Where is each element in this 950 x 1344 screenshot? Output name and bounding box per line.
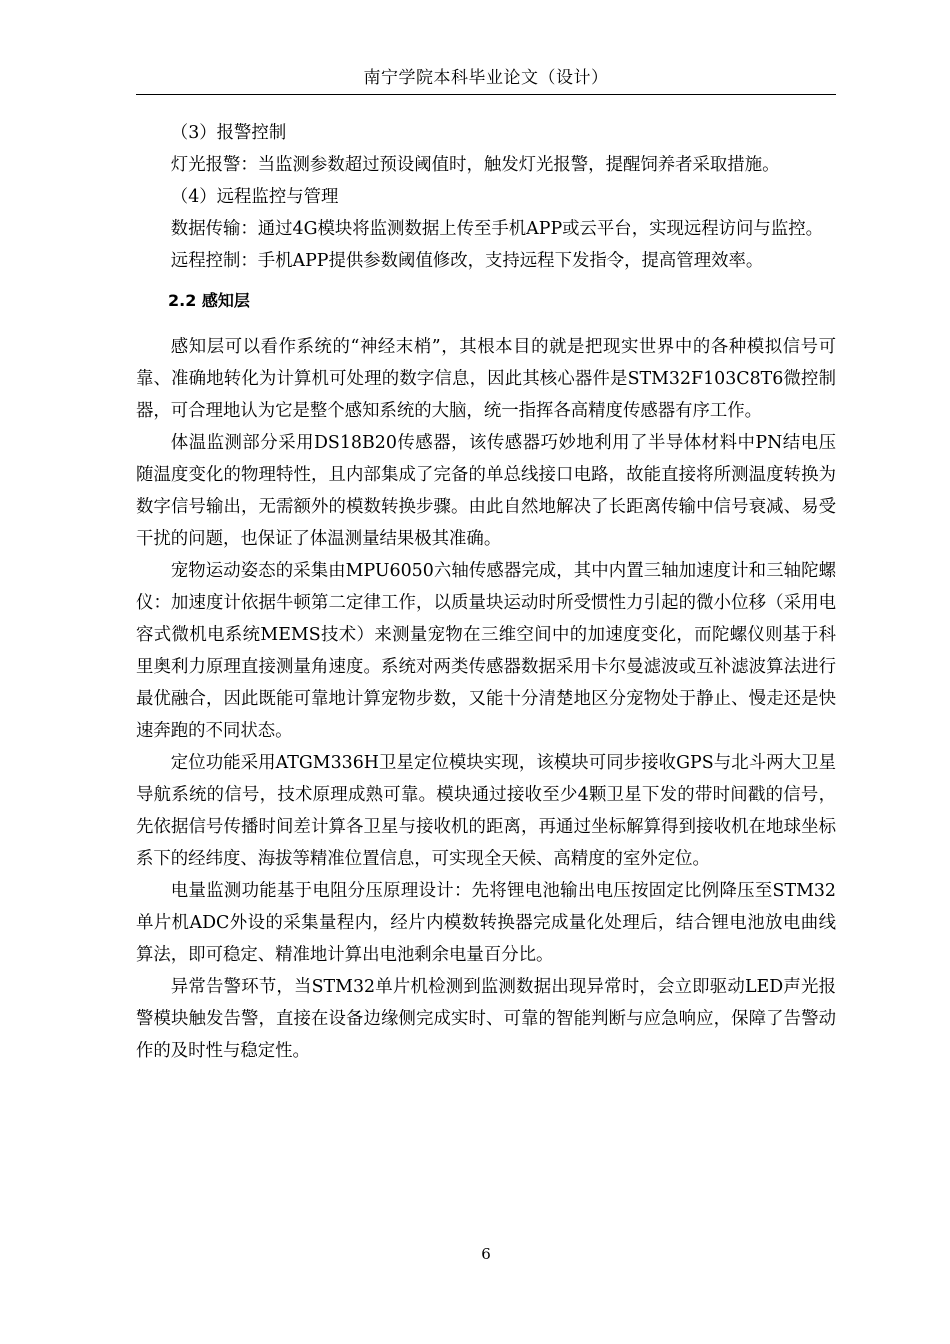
paragraph-motion: 宠物运动姿态的采集由MPU6050六轴传感器完成，其中内置三轴加速度计和三轴陀螺仪：加速度计依据牛顿第二定律工作，以质量块运动时所受惯性力引起的微小位移（采用电容式微机电系统MEMS技术）来测量宠物在三维空间中的加速度变化，而陀螺仪则基于科里奥利力原理直接测量角速度。系统对两类传感器数据采用卡尔曼滤波或互补滤波算法进行最优融合，因此既能可靠地计算宠物步数，又能十分清楚地区分宠物处于静止、慢走还是快速奔跑的不同状态。 — [136, 561, 836, 741]
subheading-alarm-control: （3）报警控制 — [170, 123, 287, 143]
subheading-remote-monitoring: （4）远程监控与管理 — [170, 187, 339, 207]
header-rule — [136, 94, 836, 95]
section-heading: 2.2 感知层 — [168, 291, 250, 310]
paragraph-battery: 电量监测功能基于电阻分压原理设计：先将锂电池输出电压按固定比例降压至STM32单片机ADC外设的采集量程内，经片内模数转换器完成量化处理后，结合锂电池放电曲线算法，即可稳定、精准地计算出电池剩余电量百分比。 — [136, 881, 836, 965]
paragraph-remote-control: 远程控制：手机APP提供参数阈值修改，支持远程下发指令，提高管理效率。 — [170, 251, 764, 271]
running-header: 南宁学院本科毕业论文（设计） — [363, 68, 609, 88]
page-number: 6 — [481, 1245, 491, 1263]
paragraph-data-transmission: 数据传输：通过4G模块将监测数据上传至手机APP或云平台，实现远程访问与监控。 — [170, 219, 823, 239]
paragraph-temperature: 体温监测部分采用DS18B20传感器，该传感器巧妙地利用了半导体材料中PN结电压随温度变化的物理特性，且内部集成了完备的单总线接口电路，故能直接将所测温度转换为数字信号输出，无需额外的模数转换步骤。由此自然地解决了长距离传输中信号衰减、易受干扰的问题，也保证了体温测量结果极其准确。 — [136, 433, 836, 549]
page-body — [136, 117, 836, 1067]
paragraph-perception-intro: 感知层可以看作系统的“神经末梢”，其根本目的就是把现实世界中的各种模拟信号可靠、准确地转化为计算机可处理的数字信息，因此其核心器件是STM32F103C8T6微控制器，可合理地认为它是整个感知系统的大脑，统一指挥各高精度传感器有序工作。 — [136, 337, 836, 421]
paragraph-alarm: 异常告警环节，当STM32单片机检测到监测数据出现异常时，会立即驱动LED声光报警模块触发告警，直接在设备边缘侧完成实时、可靠的智能判断与应急响应，保障了告警动作的及时性与稳定性。 — [136, 977, 836, 1061]
paragraph-positioning: 定位功能采用ATGM336H卫星定位模块实现，该模块可同步接收GPS与北斗两大卫星导航系统的信号，技术原理成熟可靠。模块通过接收至少4颗卫星下发的带时间戳的信号，先依据信号传播时间差计算各卫星与接收机的距离，再通过坐标解算得到接收机在地球坐标系下的经纬度、海拔等精准位置信息，可实现全天候、高精度的室外定位。 — [136, 753, 836, 869]
paragraph-light-alarm: 灯光报警：当监测参数超过预设阈值时，触发灯光报警，提醒饲养者采取措施。 — [170, 155, 780, 175]
